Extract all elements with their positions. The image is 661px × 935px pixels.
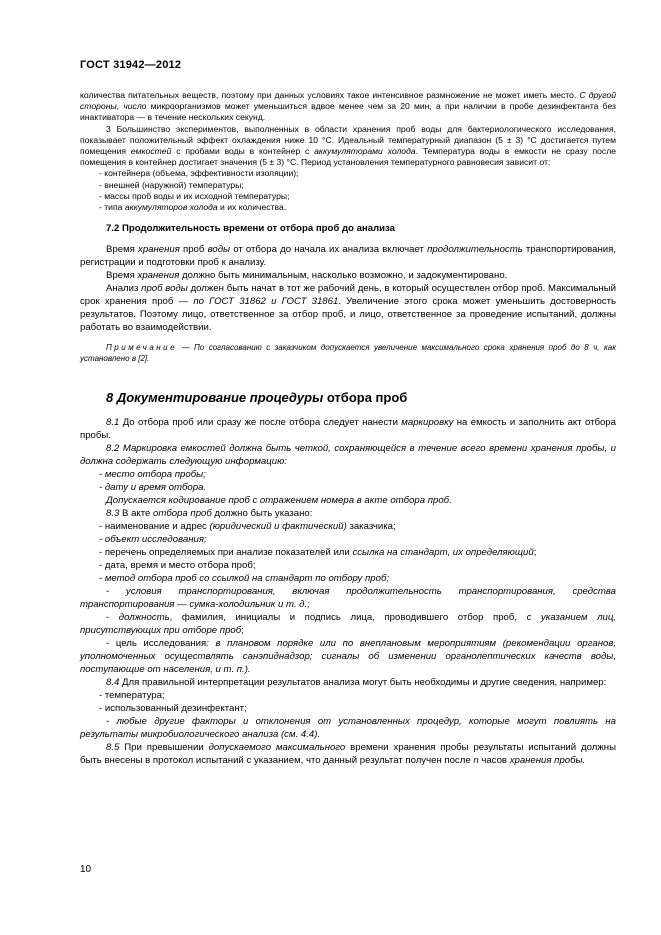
- list-item: - массы проб воды и их исходной температуры;: [99, 190, 290, 201]
- paragraph-8-3: 8.3 В акте отбора проб должно быть указано:: [106, 507, 313, 519]
- list-item: - дату и время отбора.: [99, 481, 207, 493]
- list-item: - любые другие факторы и отклонения от установленных процедур, которые могут повлиять на результаты микробиологического анализа (см. 4.4).: [80, 715, 616, 740]
- list-item: - место отбора пробы;: [99, 468, 206, 480]
- list-item: - наименование и адрес (юридический и фактический) заказчика;: [99, 520, 396, 532]
- list-item: - должность, фамилия, инициалы и подпись лица, проводившего отбор проб, с указанием лиц, присутствующих при отборе проб;: [80, 611, 616, 636]
- list-item: - условия транспортирования, включая продолжительность транспортирования, средства транспортирования — сумка-холодильник и т. д.;: [80, 585, 616, 610]
- list-item: - перечень определяемых при анализе показателей или ссылка на стандарт, их определяющий;: [99, 546, 537, 558]
- list-item: - температура;: [99, 689, 165, 701]
- page-number: 10: [80, 864, 92, 875]
- paragraph: Допускается кодирование проб с отражением номера в акте отбора проб.: [106, 494, 452, 506]
- paragraph-8-5: 8.5 При превышении допускаемого максимального времени хранения пробы результаты испытаний должны быть внесены в протокол испытаний с указанием, что данный результат получен после n часов хранения пробы.: [80, 741, 616, 766]
- paragraph-note-3: 3 Большинство экспериментов, выполненных в области хранения проб воды для бактериологического исследования, показывает положительный эффект охлаждения ниже 10 °С. Идеальный температурный диапазон (5 ± 3) °С достигается путем помещения емкостей с пробами воды в контейнер с аккумуляторами холода. Температура воды в емкости не сразу после помещения в контейнер достигает значения (5 ± 3) °С. Период установления температурного равновесия зависит от:: [80, 123, 617, 168]
- paragraph: Время хранения должно быть минимальным, насколько возможно, и задокументировано.: [106, 270, 508, 282]
- section-7-2-heading: 7.2 Продолжительность времени от отбора проб до анализа: [106, 223, 396, 235]
- list-item: - внешней (наружной) температуры;: [99, 179, 244, 190]
- section-8-heading: 8 Документирование процедуры отбора проб: [106, 390, 408, 406]
- paragraph-8-1: 8.1 До отбора проб или сразу же после отбора следует нанести маркировку на емкость и заполнить акт отбора пробы.: [80, 416, 616, 441]
- paragraph-8-4: 8.4 Для правильной интерпретации результатов анализа могут быть необходимы и другие сведения, например:: [106, 676, 607, 688]
- page-body: [80, 90, 616, 767]
- paragraph-8-2: 8.2 Маркировка емкостей должна быть четкой, сохраняющейся в течение всего времени хранения пробы, и должна содержать следующую информацию:: [80, 442, 616, 467]
- page-header: ГОСТ 31942—2012: [80, 59, 182, 71]
- list-item: - цель исследования: в плановом порядке или по внеплановым мероприятиям (рекомендации органов, уполномоченных осуществлять санэпиднадзор; сигналы об изменении органолептических качеств воды, поступающие от населения, и т. п.).: [80, 637, 617, 675]
- list-item: - контейнера (объема, эффективности изоляции);: [99, 168, 299, 179]
- list-item: - объект исследования;: [99, 533, 207, 545]
- paragraph: Время хранения проб воды от отбора до начала их анализа включает продолжительность транспортирования, регистрации и подготовки проб к анализу.: [80, 244, 616, 269]
- list-item: - использованный дезинфектант;: [99, 702, 247, 714]
- paragraph: Анализ проб воды должен быть начат в тот же рабочий день, в который осуществлен отбор проб. Максимальный срок хранения проб — по ГОСТ 31862 и ГОСТ 31861. Увеличение этого срока может уменьшить достоверность результатов. Поэтому лицо, ответственное за отбор проб, и лицо, ответственное за проведение испытаний, должны работать во взаимодействии.: [80, 283, 617, 334]
- list-item: - метод отбора проб со ссылкой на стандарт по отбору проб;: [99, 572, 390, 584]
- list-item: - дата, время и место отбора проб;: [99, 559, 256, 571]
- note: Примечание — По согласованию с заказчиком допускается увеличение максимального срока хранения проб до 8 ч, как установлено в [2].: [80, 343, 616, 363]
- paragraph-continuation: количества питательных веществ, поэтому при данных условиях такое интенсивное размножение не может иметь место. С другой стороны, число микроорганизмов может уменьшиться вдвое менее чем за 20 мин, а при наличии в пробе дезинфектанта без инактиватора — в течение нескольких секунд.: [80, 90, 616, 123]
- list-item: - типа аккумуляторов холода и их количества.: [99, 202, 287, 213]
